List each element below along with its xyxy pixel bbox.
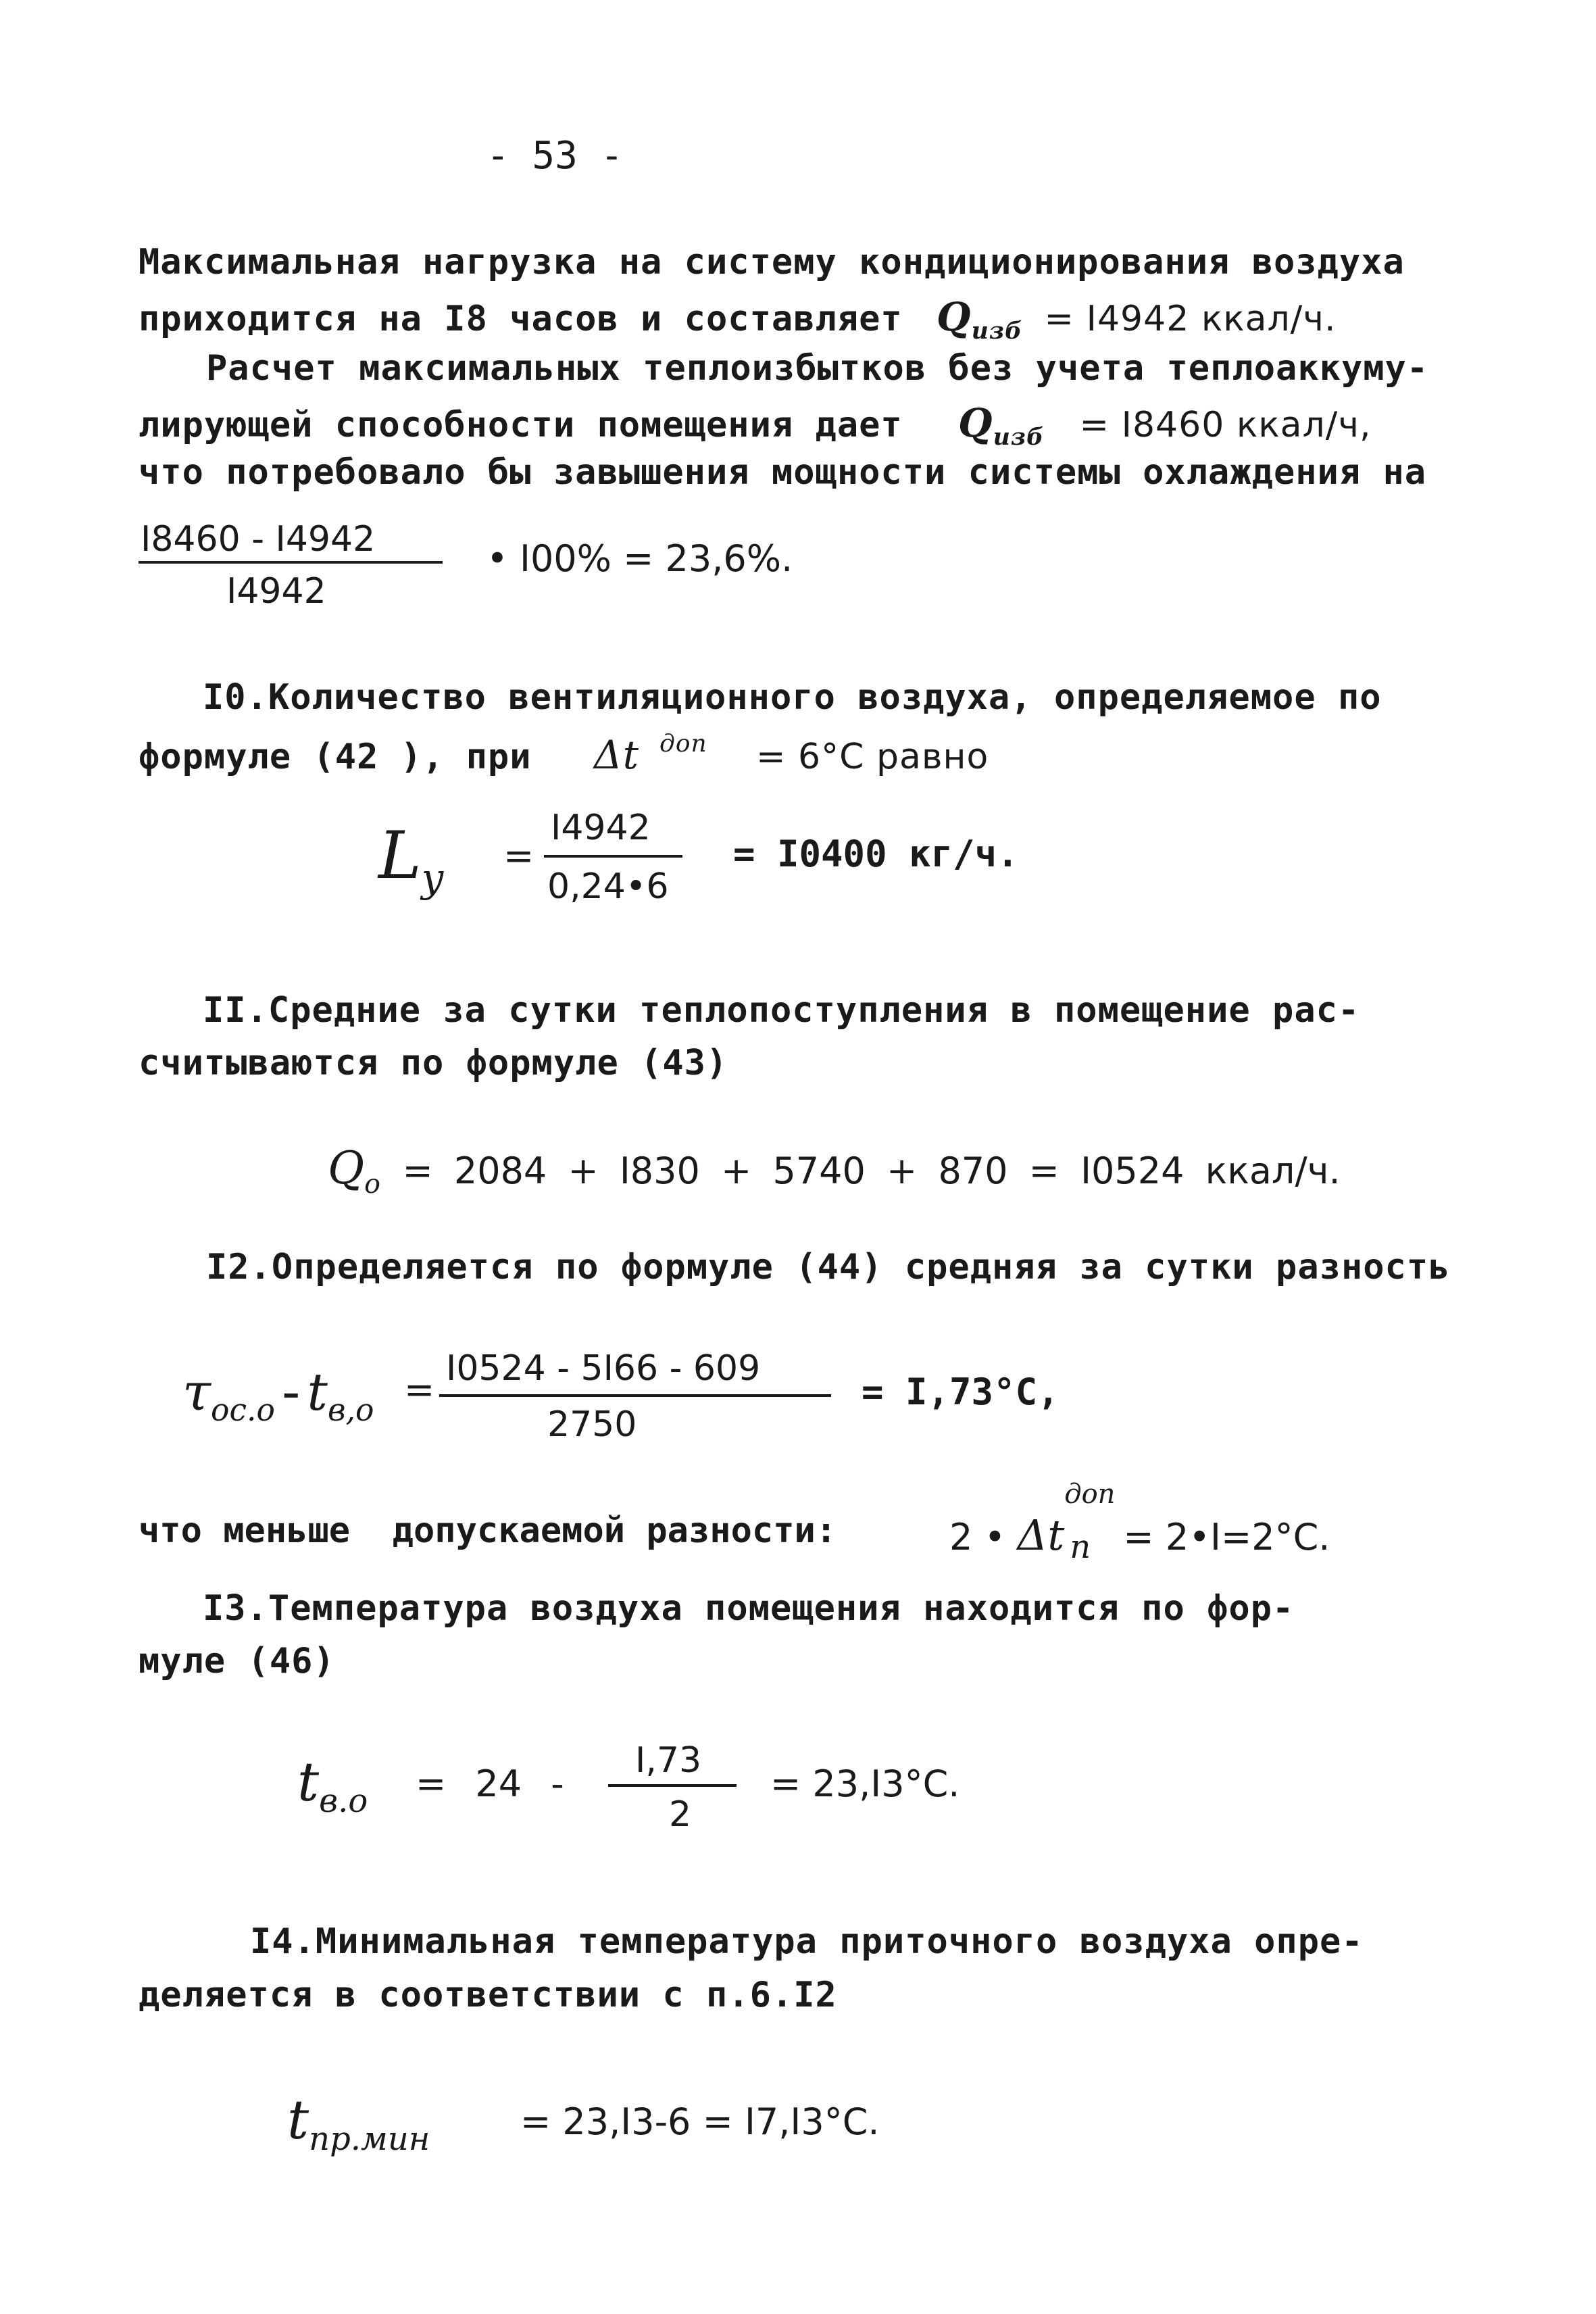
s10-line2	[139, 730, 989, 778]
s12-note-formula	[949, 1479, 1330, 1566]
s11-q-symbol	[328, 1142, 380, 1200]
s10-delta-t	[594, 732, 707, 778]
f1-result: • I00% = 23,6%.	[487, 537, 793, 580]
s10-line2a: формуле (42 ), при	[139, 737, 532, 778]
s10-dt-symbol: Δt	[593, 732, 640, 779]
s10-l-sub: у	[421, 856, 445, 902]
s12-note-two: 2 •	[949, 1516, 1006, 1558]
f1-fraction-bar	[139, 561, 443, 564]
s13-lhs	[297, 1750, 368, 1820]
s12-lhs	[182, 1362, 374, 1428]
p2-line2b: = I8460 ккал/ч,	[1079, 405, 1372, 445]
s12-line1: I2.Определяется по формуле (44) средняя за сутки разность	[206, 1247, 1451, 1287]
s12-note-dt-sub: п	[1070, 1528, 1091, 1566]
s10-dt-sup: доп	[659, 730, 707, 758]
s12-note-result: = 2•I=2°C.	[1123, 1516, 1330, 1558]
page-number: - 53 -	[487, 134, 624, 178]
p2-q-symbol	[958, 400, 1045, 451]
p1-q-symbol	[937, 294, 1023, 345]
s10-numerator: I4942	[551, 808, 651, 848]
p1-line2	[139, 294, 1337, 345]
s10-formula-lhs	[378, 818, 444, 901]
s12-result: = I,73°C,	[862, 1371, 1059, 1413]
p2-line1: Расчет максимальных теплоизбытков без учета теплоаккуму-	[206, 348, 1429, 389]
s13-line2: муле (46)	[139, 1641, 335, 1681]
s13-t: t	[297, 1750, 320, 1813]
p1-line1: Максимальная нагрузка на систему кондиционирования воздуха	[139, 242, 1405, 282]
s11-formula-body: = 2084 + I830 + 5740 + 870 = I0524 ккал/ч.	[402, 1150, 1341, 1192]
s13-fraction-bar	[608, 1784, 737, 1787]
s10-denominator: 0,24•6	[547, 866, 669, 907]
s11-line1: II.Средние за сутки теплопоступления в помещение рас-	[203, 990, 1360, 1031]
s14-t: t	[287, 2088, 309, 2151]
s11-q-sub: о	[364, 1168, 380, 1200]
s12-numerator: I0524 - 5I66 - 609	[446, 1348, 761, 1389]
s12-t: t	[307, 1362, 328, 1422]
p1-line2b: = I4942 ккал/ч.	[1044, 299, 1337, 339]
s11-formula	[328, 1142, 1341, 1200]
p2-line3: что потребовало бы завышения мощности системы охлаждения на	[139, 452, 1427, 493]
s10-l-symbol: L	[378, 818, 422, 893]
p2-q-sub: изб	[993, 423, 1045, 451]
s12-t-sub: в,о	[327, 1392, 374, 1428]
s12-tau: τ	[182, 1362, 211, 1422]
s12-equals: =	[404, 1369, 435, 1411]
s10-line2b: = 6°C равно	[755, 737, 989, 778]
s13-denominator: 2	[669, 1794, 692, 1835]
s11-line2: считываются по формуле (43)	[139, 1043, 728, 1083]
s13-lhs-rest: = 24 -	[416, 1763, 564, 1805]
s12-note-dt-sup: доп	[1064, 1479, 1116, 1510]
s10-result: = I0400 кг/ч.	[733, 833, 1019, 875]
s13-numerator: I,73	[635, 1740, 702, 1781]
s14-line2: деляется в соответствии с п.6.I2	[139, 1975, 837, 2015]
p2-q-letter: Q	[958, 400, 993, 446]
s14-t-sub: пр.мин	[309, 2119, 430, 2158]
s13-result: = 23,I3°C.	[770, 1763, 960, 1805]
s10-equals: =	[503, 835, 534, 877]
s10-fraction-bar	[544, 855, 682, 858]
p1-q-letter: Q	[937, 294, 972, 340]
s13-t-sub: в.о	[319, 1781, 368, 1820]
s12-note-dt	[1017, 1479, 1116, 1566]
s14-line1: I4.Минимальная температура приточного воздуха опре-	[250, 1921, 1364, 1962]
s11-q-letter: Q	[328, 1142, 365, 1194]
s14-formula: = 23,I3-6 = I7,I3°C.	[520, 2100, 880, 2143]
p2-line2	[139, 400, 1372, 451]
s14-lhs	[287, 2088, 430, 2158]
p2-line2a: лирующей способности помещения дает	[139, 405, 903, 445]
s10-line1: I0.Количество вентиляционного воздуха, определяемое по	[203, 677, 1382, 718]
s12-fraction-bar	[439, 1394, 831, 1397]
p1-line2a: приходится на I8 часов и составляет	[139, 299, 903, 339]
s12-denominator: 2750	[547, 1404, 637, 1445]
s13-line1: I3.Температура воздуха помещения находится по фор-	[203, 1588, 1295, 1629]
f1-denominator: I4942	[226, 571, 326, 612]
s12-note-dt-symbol: Δt	[1017, 1510, 1065, 1560]
s12-note-text: что меньше допускаемой разности:	[139, 1510, 837, 1551]
f1-numerator: I8460 - I4942	[141, 519, 376, 560]
s12-minus: -	[281, 1362, 301, 1422]
s12-tau-sub: ос.о	[211, 1392, 275, 1428]
p1-q-sub: изб	[971, 317, 1023, 345]
